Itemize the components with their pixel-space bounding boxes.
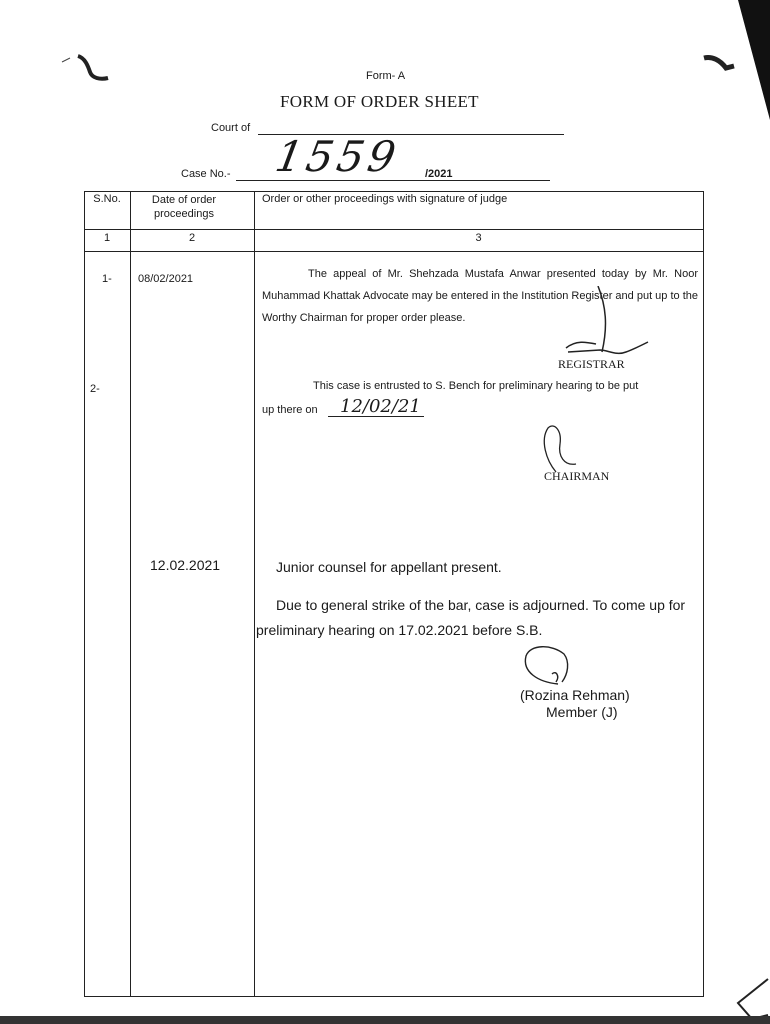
column-number-2: 2 — [188, 232, 196, 244]
member-signature — [518, 642, 582, 690]
table-right-border — [703, 191, 704, 997]
entry-3-line1: Junior counsel for appellant present. — [276, 559, 502, 575]
registrar-stroke — [588, 286, 618, 356]
entry-2-signatory: CHAIRMAN — [544, 469, 610, 483]
entry-2-handwritten-date: 12/02/21 — [340, 396, 421, 417]
form-label: Form- A — [366, 70, 406, 82]
table-top-border — [84, 191, 704, 192]
header-sno: S.No. — [93, 193, 121, 205]
hole-punch-mark-left — [60, 48, 120, 88]
entry-1-text: The appeal of Mr. Shehzada Mustafa Anwar presented today by Mr. Noor Muhammad Khattak Advocate may be entered in the Institution Register and put up to the Worthy Chairman for proper order please. — [262, 268, 698, 324]
entry-2-sno: 2- — [90, 383, 100, 395]
case-year: /2021 — [425, 168, 453, 180]
table-col-divider-1 — [130, 191, 131, 997]
entry-1-date: 08/02/2021 — [138, 273, 194, 285]
table-header-divider — [84, 229, 704, 230]
case-number-handwritten: 1559 — [271, 132, 404, 181]
column-number-3: 3 — [475, 232, 482, 244]
scan-bottom-edge — [0, 1016, 770, 1024]
entry-2-text-prefix: up there on — [262, 404, 318, 416]
table-col-divider-2 — [254, 191, 255, 997]
entry-1-signatory: REGISTRAR — [558, 357, 625, 371]
chairman-signature — [536, 420, 586, 476]
entry-2-text-line1: This case is entrusted to S. Bench for preliminary hearing to be put — [313, 380, 639, 392]
column-number-1: 1 — [103, 232, 111, 244]
entry-1-sno: 1- — [102, 273, 112, 285]
entry-3-signatory-name: (Rozina Rehman) — [520, 687, 630, 703]
entry-3-date: 12.02.2021 — [150, 557, 221, 573]
page-title: FORM OF ORDER SHEET — [280, 92, 479, 111]
court-of-label: Court of — [211, 122, 251, 134]
table-bottom-border — [84, 996, 704, 997]
table-left-border — [84, 191, 85, 997]
header-date: Date of order proceedings — [151, 194, 217, 220]
header-order: Order or other proceedings with signature of judge — [262, 193, 508, 205]
case-no-label: Case No.- — [181, 168, 231, 180]
hole-punch-mark-right — [700, 50, 740, 80]
table-number-divider — [84, 251, 704, 252]
entry-3-line2: Due to general strike of the bar, case is adjourned. To come up for preliminary hearing on 17.02.2021 before S.B. — [256, 597, 686, 638]
entry-3-signatory-title: Member (J) — [546, 704, 618, 720]
